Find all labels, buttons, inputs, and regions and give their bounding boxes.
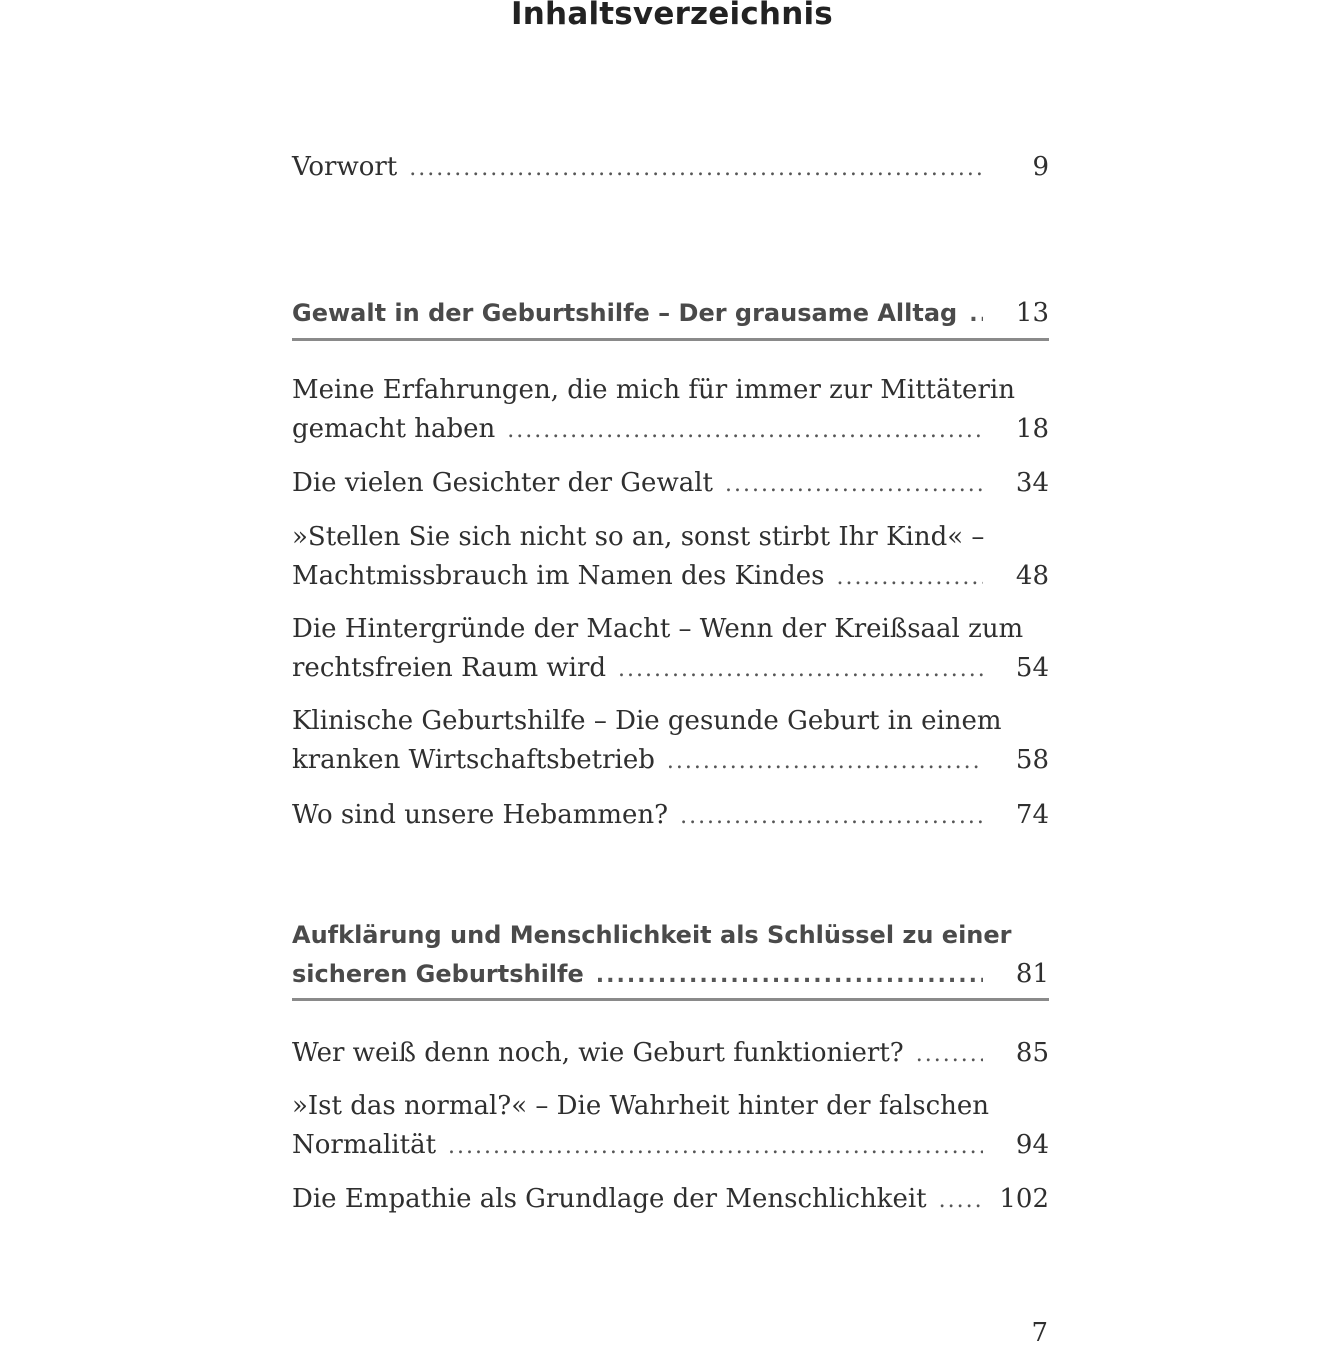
toc-entry-title: Normalität — [292, 1130, 437, 1160]
leader-dots — [618, 650, 983, 689]
toc-page-number: 102 — [999, 1184, 1049, 1214]
leader-dots — [596, 956, 983, 995]
toc-entry-hintergruende[interactable] — [292, 610, 1049, 688]
toc-entry-erfahrungen[interactable] — [292, 371, 1049, 449]
leader-dots — [409, 149, 983, 188]
toc-entry-geburt-funktioniert[interactable] — [292, 1034, 1049, 1073]
leader-dots — [507, 411, 983, 450]
toc-entry-gesichter[interactable] — [292, 464, 1049, 503]
toc-entry-title: kranken Wirtschaftsbetrieb — [292, 745, 655, 775]
toc-page-number: 18 — [1015, 414, 1049, 444]
leader-dots — [680, 797, 983, 836]
toc-page-number: 74 — [1015, 800, 1049, 830]
toc-entry-normalitaet[interactable] — [292, 1087, 1049, 1165]
toc-entry-line: »Stellen Sie sich nicht so an, sonst stirbt Ihr Kind« – — [292, 522, 985, 552]
toc-page-number: 34 — [1015, 468, 1049, 498]
toc-page-number: 85 — [1015, 1038, 1049, 1068]
toc-page-number: 9 — [1032, 152, 1049, 182]
leader-dots — [916, 1035, 983, 1074]
toc-section-gewalt[interactable] — [292, 294, 1049, 333]
toc-page-number: 58 — [1015, 745, 1049, 775]
leader-dots — [667, 742, 983, 781]
toc-page-number: 13 — [1015, 298, 1049, 328]
section-divider — [292, 338, 1049, 341]
toc-entry-empathie[interactable] — [292, 1180, 1049, 1219]
toc-entry-title: Die Empathie als Grundlage der Menschlichkeit — [292, 1184, 927, 1214]
toc-page-number: 54 — [1015, 653, 1049, 683]
toc-entry-line: Die Hintergründe der Macht – Wenn der Kreißsaal zum — [292, 614, 1024, 644]
toc-entry-title: Die vielen Gesichter der Gewalt — [292, 468, 713, 498]
leader-dots — [969, 295, 983, 334]
leader-dots — [836, 558, 983, 597]
toc-section-aufklaerung[interactable] — [292, 916, 1049, 994]
toc-page-number: 81 — [1015, 959, 1049, 989]
toc-entry-klinische-geburtshilfe[interactable] — [292, 702, 1049, 780]
toc-entry-hebammen[interactable] — [292, 796, 1049, 835]
leader-dots — [939, 1181, 983, 1220]
leader-dots — [448, 1127, 983, 1166]
page-number: 7 — [1031, 1318, 1048, 1348]
toc-entry-title: gemacht haben — [292, 414, 496, 444]
toc-page-number: 94 — [1015, 1130, 1049, 1160]
toc-page-number: 48 — [1015, 561, 1049, 591]
toc-entry-machtmissbrauch[interactable] — [292, 518, 1049, 596]
toc-entry-title: rechtsfreien Raum wird — [292, 653, 607, 683]
toc-section-line: Aufklärung und Menschlichkeit als Schlüssel zu einer — [292, 921, 1012, 949]
toc-entry-title: Vorwort — [292, 152, 398, 182]
toc-entry-title: Machtmissbrauch im Namen des Kindes — [292, 561, 825, 591]
toc-entry-title: Wo sind unsere Hebammen? — [292, 800, 669, 830]
toc-entry-line: »Ist das normal?« – Die Wahrheit hinter der falschen — [292, 1091, 990, 1121]
toc-section-title: sicheren Geburtshilfe — [292, 960, 584, 988]
toc-section-title: Gewalt in der Geburtshilfe – Der grausame Alltag — [292, 299, 958, 327]
section-divider — [292, 998, 1049, 1001]
toc-entry-title: Wer weiß denn noch, wie Geburt funktioniert? — [292, 1038, 904, 1068]
page-title: Inhaltsverzeichnis — [511, 0, 833, 32]
toc-entry-line: Meine Erfahrungen, die mich für immer zur Mittäterin — [292, 375, 1015, 405]
leader-dots — [725, 465, 983, 504]
toc-entry-vorwort[interactable] — [292, 148, 1049, 187]
toc-entry-line: Klinische Geburtshilfe – Die gesunde Geburt in einem — [292, 706, 1002, 736]
